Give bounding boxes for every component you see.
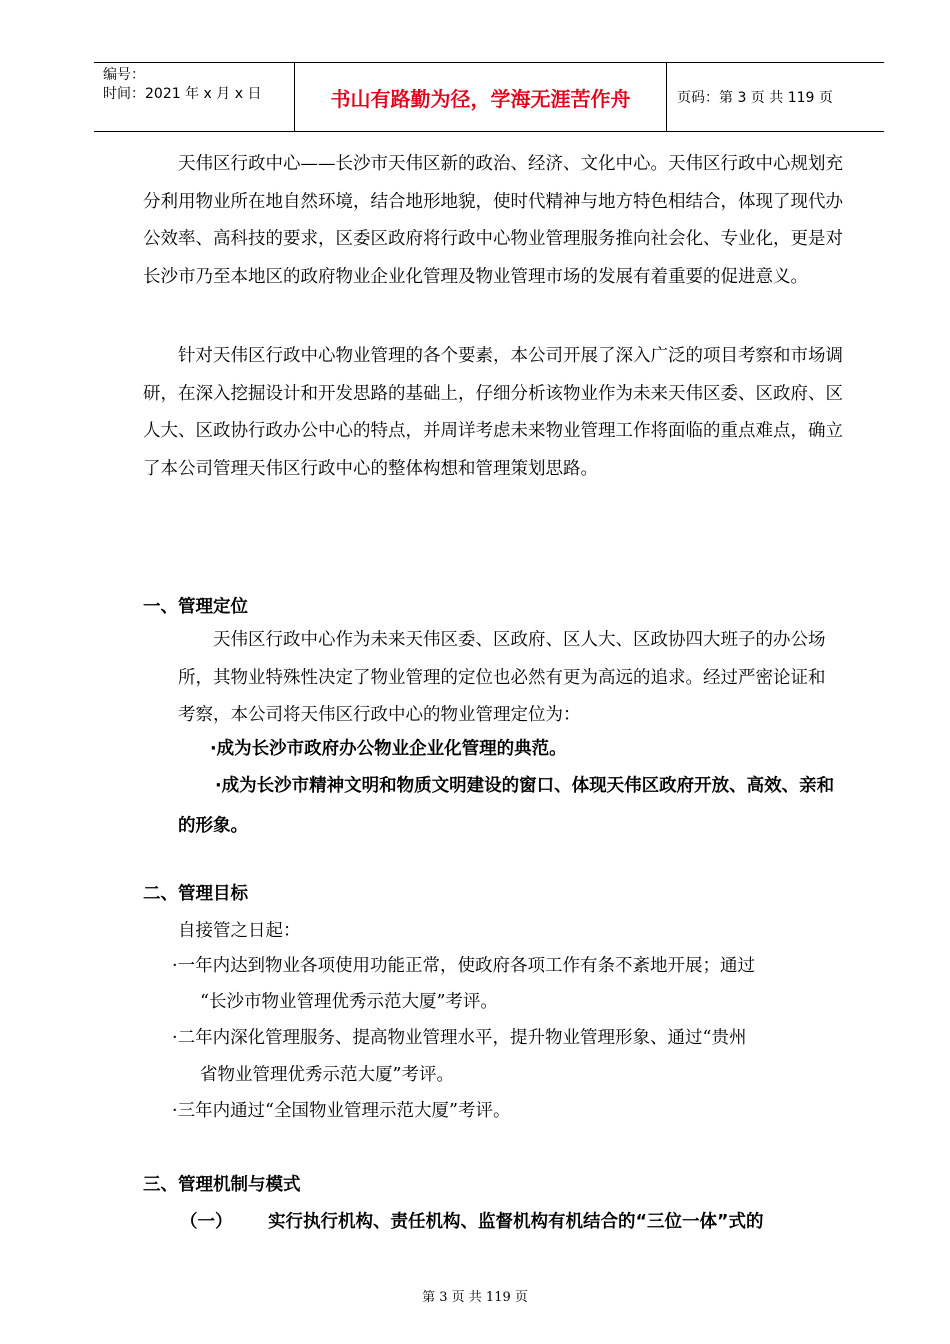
page-footer: 第 3 页 共 119 页: [422, 1290, 528, 1305]
positioning-bullet-1: ·成为长沙市政府办公物业企业化管理的典范。: [210, 739, 567, 759]
goal-2-line-2: 省物业管理优秀示范大厦”考评。: [200, 1065, 454, 1085]
goals-lead: 自接管之日起：: [178, 921, 301, 941]
header-motto: 书山有路勤为径，学海无涯苦作舟: [295, 63, 667, 131]
positioning-paragraph: 天伟区行政中心作为未来天伟区委、区政府、区人大、区政协四大班子的办公场所，其物业特殊性决定了物业管理的定位也必然有更为高远的追求。经过严密论证和考察，本公司将天伟区行政中心的物业管理定位为：: [178, 630, 826, 726]
document-number: 编号：: [103, 67, 145, 83]
section-heading-positioning: 一、管理定位: [143, 597, 248, 617]
section-heading-goals: 二、管理目标: [143, 884, 248, 904]
goal-1-line-2: “长沙市物业管理优秀示范大厦”考评。: [200, 992, 498, 1012]
goal-2-line-1: ·二年内深化管理服务、提高物业管理水平，提升物业管理形象、通过“贵州: [172, 1028, 747, 1048]
intro-paragraph-2: 针对天伟区行政中心物业管理的各个要素，本公司开展了深入广泛的项目考察和市场调研，在深入挖掘设计和开发思路的基础上，仔细分析该物业作为未来天伟区委、区政府、区人大、区政协行政办公中心的特点，并周详考虑未来物业管理工作将面临的重点难点，确立了本公司管理天伟区行政中心的整体构想和管理策划思路。: [143, 346, 843, 479]
positioning-bullet-2: ·成为长沙市精神文明和物质文明建设的窗口、体现天伟区政府开放、高效、亲和的形象。: [178, 776, 835, 836]
section-heading-mechanism: 三、管理机制与模式: [143, 1175, 301, 1195]
goal-3: ·三年内通过“全国物业管理示范大厦”考评。: [172, 1101, 511, 1121]
document-header: [94, 62, 884, 132]
document-time: 时间：2021 年 x 月 x 日: [103, 86, 262, 102]
goal-1-line-1: ·一年内达到物业各项使用功能正常，使政府各项工作有条不紊地开展；通过: [172, 956, 756, 976]
subheading-number: （一）: [180, 1212, 233, 1232]
subheading-text: 实行执行机构、责任机构、监督机构有机结合的“三位一体”式的: [268, 1212, 764, 1232]
mechanism-subheading: [180, 1209, 764, 1235]
intro-paragraph-1: 天伟区行政中心——长沙市天伟区新的政治、经济、文化中心。天伟区行政中心规划充分利用物业所在地自然环境，结合地形地貌，使时代精神与地方特色相结合，体现了现代办公效率、高科技的要求，区委区政府将行政中心物业管理服务推向社会化、专业化，更是对长沙市乃至本地区的政府物业企业化管理及物业管理市场的发展有着重要的促进意义。: [143, 154, 843, 287]
header-meta: [94, 63, 295, 131]
header-page-info: 页码：第 3 页 共 119 页: [677, 90, 833, 106]
